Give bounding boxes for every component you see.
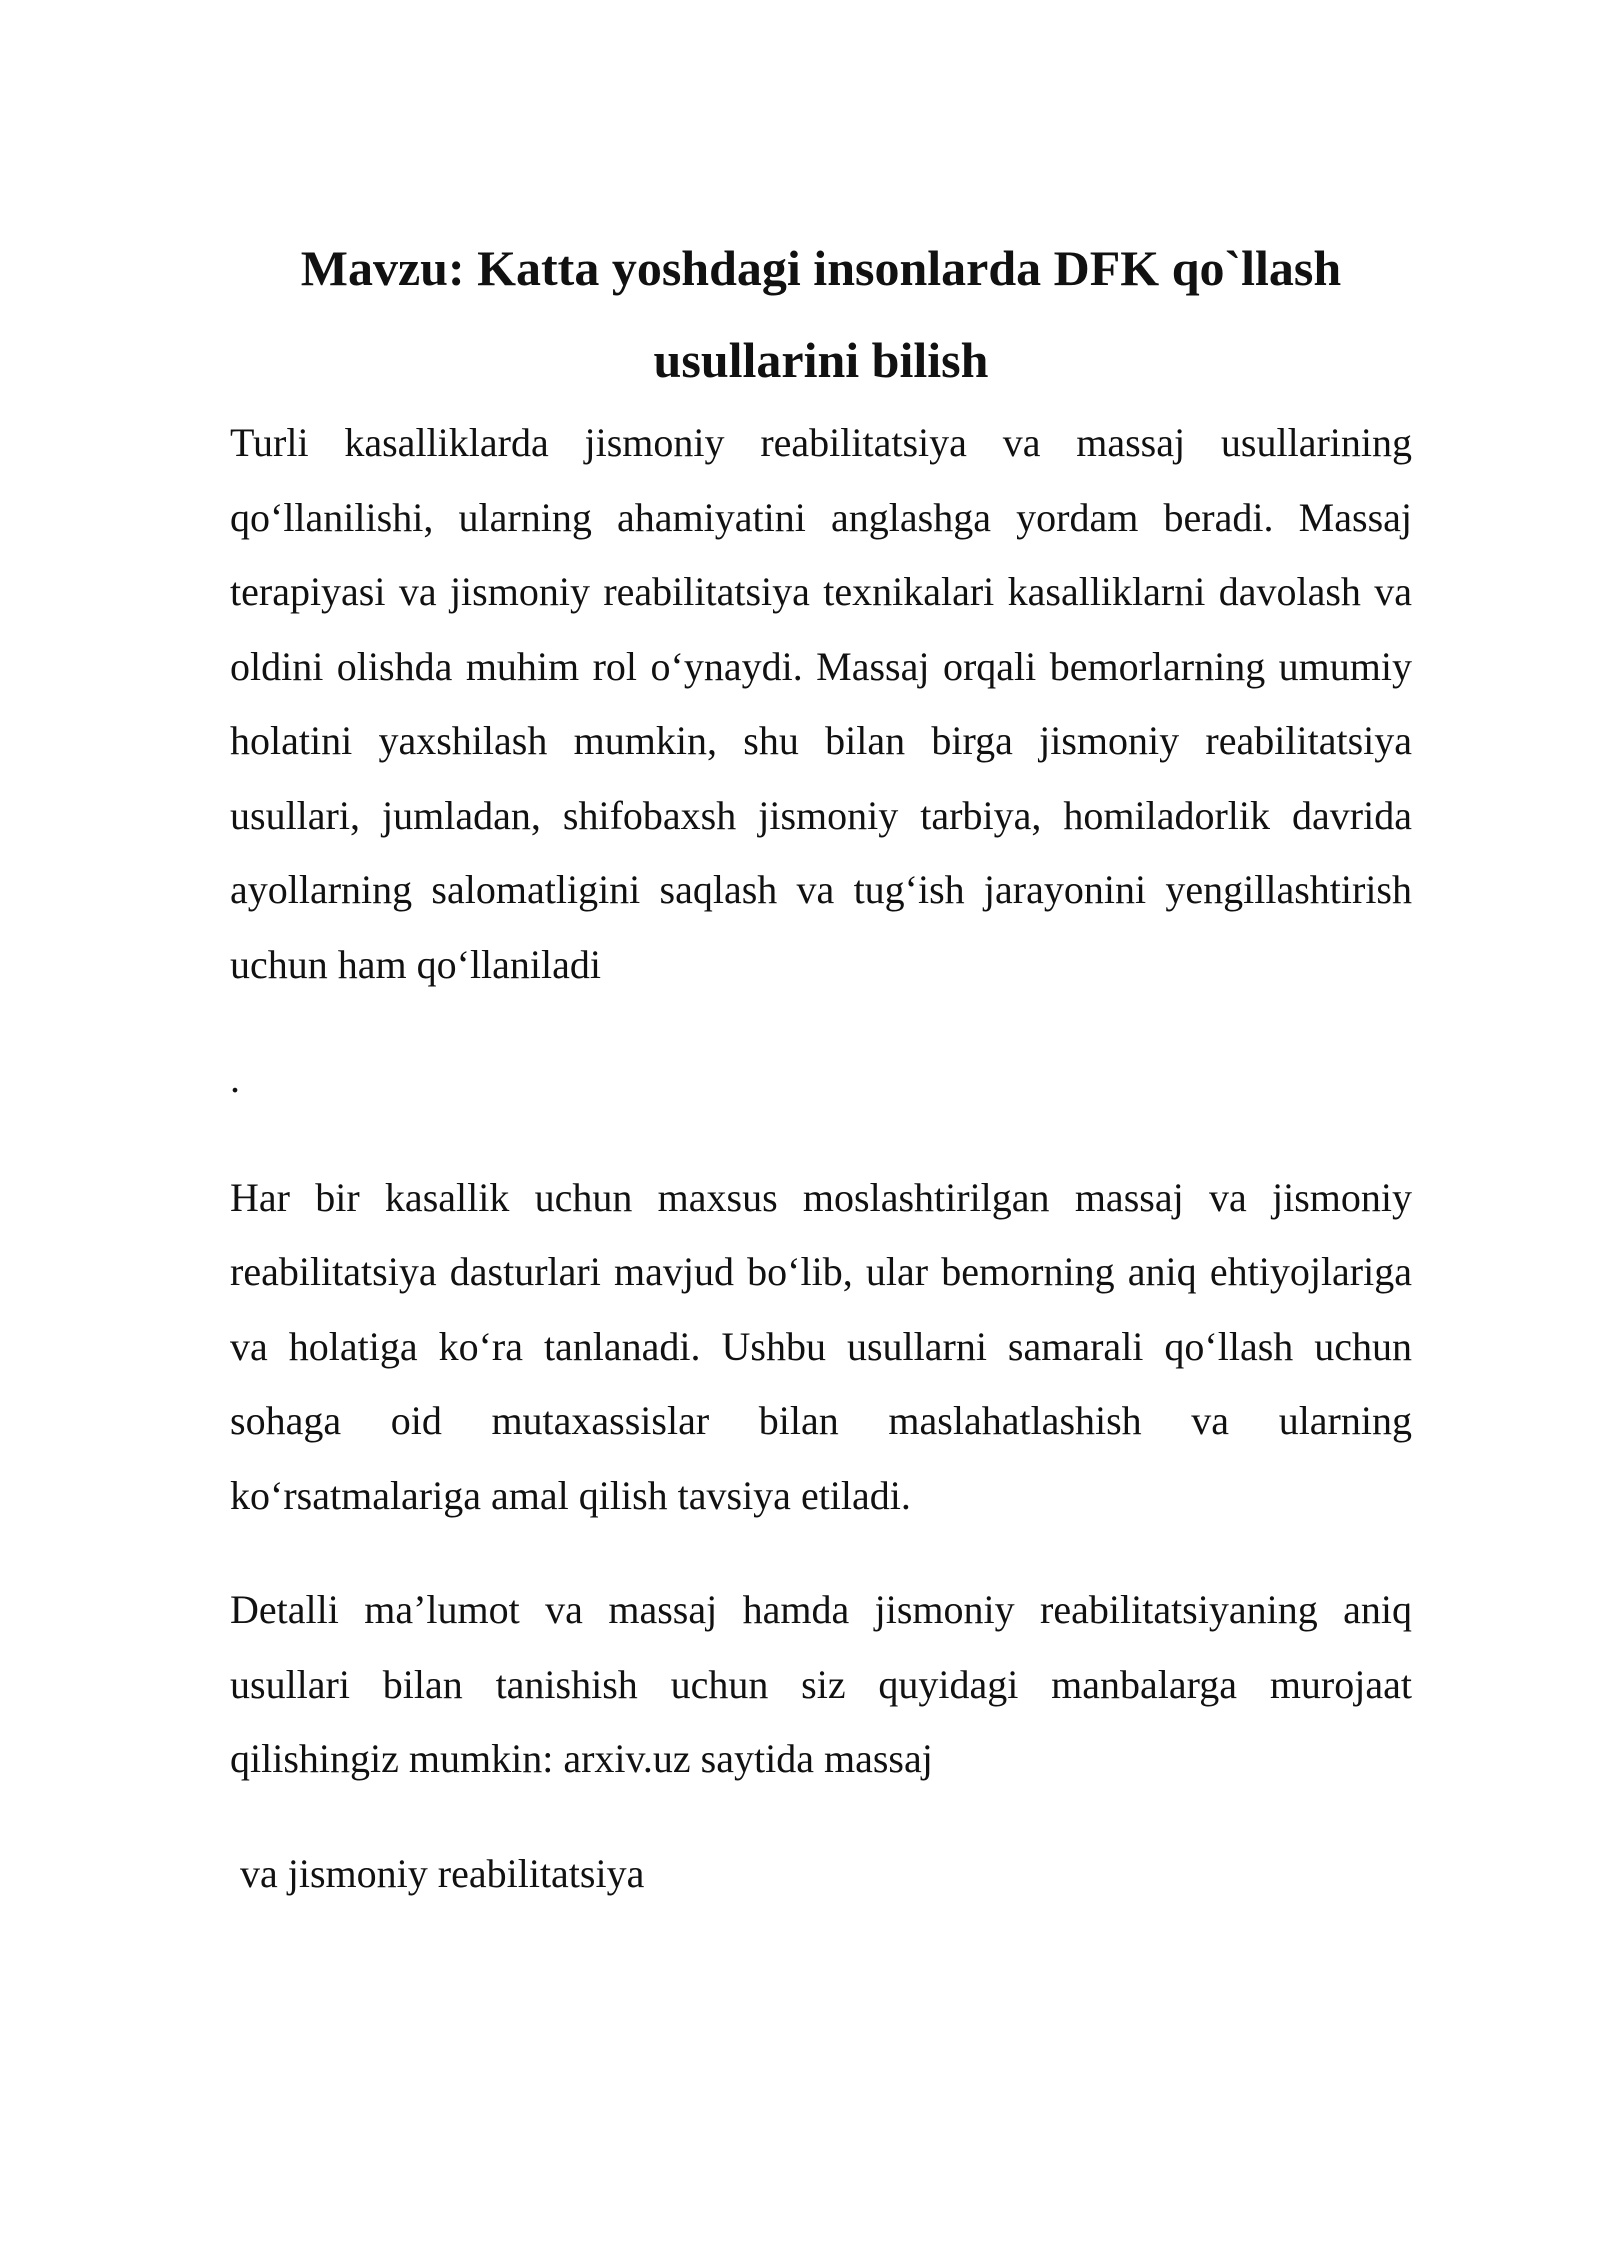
paragraph-tail: va jismoniy reabilitatsiya bbox=[240, 1850, 645, 1896]
paragraph-intro: Turli kasalliklarda jismoniy reabilitatsiya va massaj usullarining qo‘llanilishi, ularning ahamiyatini anglashga yordam beradi. Massaj terapiyasi va jismoniy reabilitatsiya texnikalari kasalliklarni davolash va oldini olishda muhim rol o‘ynaydi. Massaj orqali bemorlarning umumiy holatini yaxshilash mumkin, shu bilan birga jismoniy reabilitatsiya usullari, jumladan, shifobaxsh jismoniy tarbiya, homiladorlik davrida ayollarning salomatligini saqlash va tug‘ish jarayonini yengillashtirish uchun ham qo‘llaniladi bbox=[230, 420, 1412, 987]
document-title: Mavzu: Katta yoshdagi insonlarda DFK qo`llash usullarini bilish bbox=[300, 240, 1342, 388]
paragraph-dot: . bbox=[230, 1056, 240, 1101]
paragraph-programs: Har bir kasallik uchun maxsus moslashtirilgan massaj va jismoniy reabilitatsiya dasturlari mavjud bo‘lib, ular bemorning aniq ehtiyojlariga va holatiga ko‘ra tanlanadi. Ushbu usullarni samarali qo‘llash uchun sohaga oid mutaxassislar bilan maslahatlashish va ularning ko‘rsatmalariga amal qilish tavsiya etiladi. bbox=[230, 1174, 1412, 1518]
document-page bbox=[230, 222, 1412, 1911]
paragraph-sources: Detalli ma’lumot va massaj hamda jismoniy reabilitatsiyaning aniq usullari bilan tanishish uchun siz quyidagi manbalarga murojaat qilishingiz mumkin: arxiv.uz saytida massaj bbox=[230, 1587, 1412, 1781]
